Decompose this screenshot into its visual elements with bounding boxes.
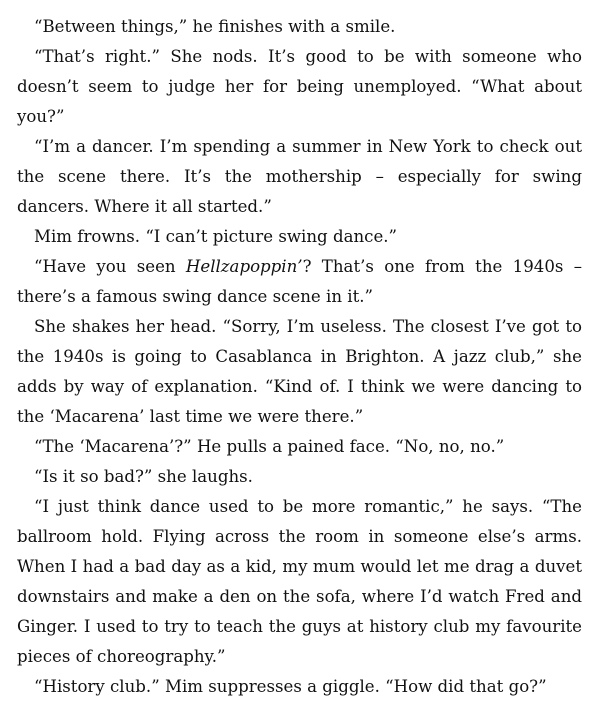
paragraph-im-a-dancer: “I’m a dancer. I’m spending a summer in New York to check out the scene there. It’s the mothership – especially for swing dancers. Where it all started.” <box>17 137 582 216</box>
paragraph-between-things: “Between things,” he finishes with a smile. <box>34 17 396 36</box>
paragraph-macarena: “The ‘Macarena’?” He pulls a pained face. “No, no, no.” <box>34 437 505 456</box>
paragraph-hellzapoppin-before: “Have you seen <box>34 257 186 276</box>
paragraph-hellzapoppin <box>17 252 582 312</box>
paragraph-history-club: “History club.” Mim suppresses a giggle. “How did that go?” <box>34 677 547 696</box>
paragraph-shakes-head: She shakes her head. “Sorry, I’m useless. The closest I’ve got to the 1940s is going to Casablanca in Brighton. A jazz club,” she adds by way of explanation. “Kind of. I think we were dancing to the ‘Macarena’ last time we were there.” <box>17 317 582 426</box>
paragraph-hellzapoppin-after: ? That’s one from the 1940s – there’s a famous swing dance scene in it.” <box>17 257 583 306</box>
film-title-hellzapoppin: Hellzapoppin’ <box>185 257 303 276</box>
paragraph-is-it-so-bad: “Is it so bad?” she laughs. <box>34 467 253 486</box>
book-page-text <box>17 12 582 702</box>
paragraph-thats-right: “That’s right.” She nods. It’s good to be with someone who doesn’t seem to judge her for being unemployed. “What about you?” <box>17 47 582 126</box>
paragraph-mim-frowns: Mim frowns. “I can’t picture swing dance.” <box>34 227 398 246</box>
paragraph-dance-romantic: “I just think dance used to be more romantic,” he says. “The ballroom hold. Flying across the room in someone else’s arms. When I had a bad day as a kid, my mum would let me drag a duvet downstairs and make a den on the sofa, where I’d watch Fred and Ginger. I used to try to teach the guys at history club my favourite pieces of choreography.” <box>17 497 582 666</box>
